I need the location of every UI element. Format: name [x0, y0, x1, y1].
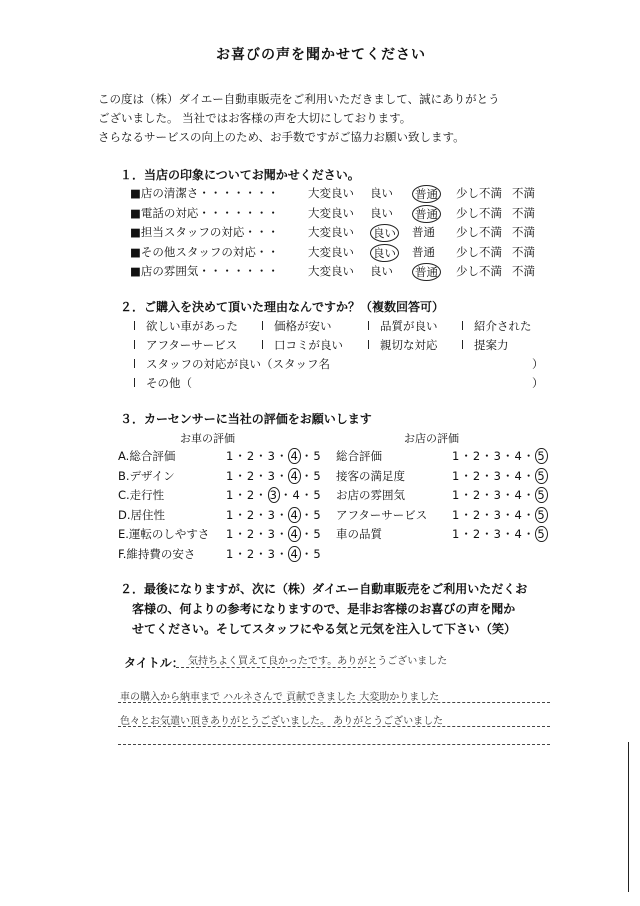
q1-option[interactable]: 普通: [412, 263, 441, 281]
rating-number[interactable]: 3: [267, 468, 276, 483]
rating-number[interactable]: 5: [537, 488, 546, 502]
q2-option-staff[interactable]: スタッフの対応が良い（スタッフ名: [134, 356, 330, 372]
rating-number[interactable]: 2: [246, 468, 256, 483]
rating-label: 車の品質: [336, 527, 382, 541]
rating-number[interactable]: 4: [290, 468, 299, 483]
comment-line[interactable]: 色々とお気遣い頂きありがとうございました。 ありがとうございました: [120, 716, 444, 727]
rating-label: F.維持費の安さ: [118, 546, 196, 561]
rating-number[interactable]: 1: [452, 507, 461, 522]
intro-line: さらなるサービスの向上のため、お手数ですがご協力お願い致します。: [98, 130, 465, 144]
q1-option[interactable]: 少し不満: [456, 264, 502, 278]
q1-option[interactable]: 大変良い: [308, 205, 354, 220]
q2-option[interactable]: 価格が安い: [262, 318, 332, 334]
q2-option[interactable]: 欲しい車があった: [134, 318, 238, 334]
rating-number[interactable]: 3: [267, 507, 276, 522]
q4-heading-line: 客様の、何よりの参考になりますので、是非お客様のお喜びの声を聞か: [132, 602, 516, 616]
checkbox-icon[interactable]: [134, 321, 143, 330]
q1-option[interactable]: 大変良い: [308, 264, 354, 278]
q2-option[interactable]: 紹介された: [462, 318, 532, 334]
rating-number[interactable]: 1: [452, 468, 461, 483]
rating-number[interactable]: 5: [313, 527, 322, 541]
q1-option[interactable]: 良い: [370, 205, 393, 220]
car-rating-heading: お車の評価: [180, 432, 235, 445]
q1-option[interactable]: 良い: [370, 224, 399, 242]
comment-line[interactable]: 車の購入から納車まで ハルネさんで 貢献できました 大変助かりました: [120, 692, 440, 703]
rating-number[interactable]: 4: [292, 488, 301, 502]
q1-row-label: ■その他スタッフの対応・・: [130, 244, 279, 259]
q1-option[interactable]: 普通: [412, 205, 441, 223]
rating-number[interactable]: 3: [493, 468, 502, 483]
rating-number[interactable]: 4: [514, 449, 523, 463]
page-title: お喜びの声を聞かせてください: [216, 47, 426, 63]
rating-scale: 1・2・3・4・ 5: [452, 507, 546, 522]
rating-label: 総合評価: [336, 449, 382, 463]
rating-number[interactable]: 3: [493, 449, 502, 463]
rating-number[interactable]: 2: [472, 527, 482, 541]
rating-number[interactable]: 4: [290, 527, 299, 541]
q1-option[interactable]: 不満: [512, 264, 535, 278]
checkbox-icon[interactable]: [368, 340, 377, 349]
rating-scale: 1・2・3・4・ 5: [452, 527, 546, 541]
rating-scale: 1・2・ 3 ・4・5: [226, 488, 322, 502]
checkbox-icon[interactable]: [462, 321, 471, 330]
comment-underline: [118, 702, 550, 703]
rating-number[interactable]: 3: [493, 507, 502, 522]
q1-option[interactable]: 普通: [412, 185, 441, 203]
rating-label: C.走行性: [118, 488, 165, 502]
q1-option[interactable]: 少し不満: [456, 225, 502, 239]
rating-number[interactable]: 1: [452, 488, 461, 502]
rating-number[interactable]: 2: [246, 546, 256, 561]
title-label: タイトル：: [124, 656, 184, 670]
title-underline: [176, 667, 376, 668]
comment-underline: [118, 744, 550, 745]
rating-number[interactable]: 4: [514, 527, 523, 541]
comment-underline: [118, 726, 550, 727]
rating-number[interactable]: 4: [514, 468, 523, 483]
title-value[interactable]: 気持ちよく買えて良かったです。ありがとうございました: [188, 656, 448, 667]
rating-label: アフターサービス: [336, 507, 428, 522]
q1-option[interactable]: 普通: [412, 244, 435, 259]
rating-number[interactable]: 2: [246, 527, 256, 541]
q2-staff-close: ）: [532, 357, 544, 371]
q1-option[interactable]: 少し不満: [456, 205, 502, 220]
rating-label: D.居住性: [118, 507, 166, 522]
q2-heading: ２．ご購入を決めて頂いた理由なんですか？（複数回答可）: [120, 300, 445, 314]
q1-option[interactable]: 良い: [370, 186, 393, 200]
q1-row-label: ■店の清潔さ・・・・・・・: [130, 186, 279, 200]
q2-option[interactable]: 口コミが良い: [262, 337, 343, 353]
rating-number[interactable]: 2: [472, 468, 482, 483]
q1-option[interactable]: 大変良い: [308, 186, 354, 200]
rating-number[interactable]: 1: [226, 488, 235, 502]
rating-number[interactable]: 5: [537, 507, 546, 522]
rating-number[interactable]: 1: [226, 449, 235, 463]
rating-number[interactable]: 5: [313, 507, 322, 522]
rating-number[interactable]: 1: [226, 546, 235, 561]
rating-number[interactable]: 2: [246, 488, 256, 502]
rating-label: A.総合評価: [118, 449, 176, 463]
q1-option[interactable]: 少し不満: [456, 244, 502, 259]
rating-scale: 1・2・3・ 4 ・5: [226, 546, 322, 561]
rating-number[interactable]: 1: [226, 527, 235, 541]
q2-option[interactable]: 品質が良い: [368, 318, 438, 334]
rating-number[interactable]: 3: [493, 527, 502, 541]
rating-number[interactable]: 4: [290, 546, 299, 561]
rating-scale: 1・2・3・4・ 5: [452, 468, 546, 483]
rating-scale: 1・2・3・ 4 ・5: [226, 468, 322, 483]
checkbox-icon[interactable]: [462, 340, 471, 349]
q2-option[interactable]: 親切な対応: [368, 337, 438, 353]
q1-option[interactable]: 大変良い: [308, 244, 354, 259]
rating-number[interactable]: 5: [313, 468, 322, 483]
q2-other-close: ）: [532, 376, 544, 390]
rating-number[interactable]: 3: [493, 488, 502, 502]
rating-number[interactable]: 2: [472, 449, 482, 463]
checkbox-icon[interactable]: [368, 321, 377, 330]
q1-row-label: ■店の雰囲気・・・・・・・: [130, 264, 279, 278]
rating-number[interactable]: 1: [452, 527, 461, 541]
rating-number[interactable]: 3: [267, 449, 276, 463]
rating-number[interactable]: 1: [452, 449, 461, 463]
q1-option[interactable]: 良い: [370, 244, 399, 262]
q2-option[interactable]: アフターサービス: [134, 337, 237, 353]
q1-option[interactable]: 少し不満: [456, 186, 502, 200]
checkbox-icon[interactable]: [134, 378, 143, 387]
rating-number[interactable]: 5: [313, 488, 322, 502]
rating-number[interactable]: 2: [246, 449, 256, 463]
rating-scale: 1・2・3・ 4 ・5: [226, 527, 322, 541]
rating-number[interactable]: 1: [226, 507, 235, 522]
q1-option[interactable]: 不満: [512, 205, 535, 220]
q3-heading: ３．カーセンサーに当社の評価をお願いします: [120, 412, 372, 426]
checkbox-icon[interactable]: [262, 340, 271, 349]
q1-heading: １．当店の印象についてお聞かせください。: [120, 168, 360, 182]
rating-number[interactable]: 4: [290, 449, 299, 463]
rating-number[interactable]: 5: [537, 468, 546, 483]
shop-rating-heading: お店の評価: [404, 432, 459, 445]
rating-number[interactable]: 4: [514, 507, 523, 522]
scan-edge-line: [628, 742, 629, 892]
rating-label: 接客の満足度: [336, 468, 405, 483]
rating-label: B.デザイン: [118, 468, 175, 483]
q1-row-label: ■電話の対応・・・・・・・: [130, 205, 279, 220]
rating-number[interactable]: 4: [514, 488, 523, 502]
q1-option[interactable]: 不満: [512, 186, 535, 200]
rating-scale: 1・2・3・ 4 ・5: [226, 449, 322, 463]
intro-line: ございました。 当社ではお客様の声を大切にしております。: [98, 111, 412, 125]
q1-option[interactable]: 不満: [512, 225, 535, 239]
rating-number[interactable]: 5: [537, 449, 546, 463]
rating-scale: 1・2・3・4・ 5: [452, 488, 546, 502]
q1-option[interactable]: 大変良い: [308, 225, 354, 239]
rating-number[interactable]: 3: [267, 527, 276, 541]
checkbox-icon[interactable]: [262, 321, 271, 330]
q1-row-label: ■担当スタッフの対応・・・: [130, 225, 279, 239]
q1-option[interactable]: 良い: [370, 264, 393, 278]
rating-number[interactable]: 5: [313, 449, 322, 463]
rating-label: E.運転のしやすさ: [118, 527, 210, 541]
rating-number[interactable]: 3: [269, 488, 278, 502]
q4-heading-line: ２．最後になりますが、次に（株）ダイエー自動車販売をご利用いただくお: [120, 582, 528, 596]
intro-line: この度は（株）ダイエー自動車販売をご利用いただきまして、誠にありがとう: [98, 92, 500, 106]
rating-number[interactable]: 1: [226, 468, 235, 483]
q2-option-other[interactable]: その他（: [134, 375, 192, 391]
rating-number[interactable]: 2: [472, 507, 482, 522]
checkbox-icon[interactable]: [134, 359, 143, 368]
rating-label: お店の雰囲気: [336, 488, 405, 502]
rating-number[interactable]: 2: [472, 488, 482, 502]
checkbox-icon[interactable]: [134, 340, 143, 349]
q2-option[interactable]: 提案力: [462, 337, 509, 353]
rating-number[interactable]: 4: [290, 507, 299, 522]
rating-number[interactable]: 5: [313, 546, 322, 561]
rating-number[interactable]: 5: [537, 527, 546, 541]
rating-number[interactable]: 3: [267, 546, 276, 561]
q4-heading-line: せてください。そしてスタッフにやる気と元気を注入して下さい（笑）: [132, 622, 517, 636]
rating-scale: 1・2・3・4・ 5: [452, 449, 546, 463]
q1-option[interactable]: 不満: [512, 244, 535, 259]
q1-option[interactable]: 普通: [412, 225, 435, 239]
rating-number[interactable]: 2: [246, 507, 256, 522]
rating-scale: 1・2・3・ 4 ・5: [226, 507, 322, 522]
